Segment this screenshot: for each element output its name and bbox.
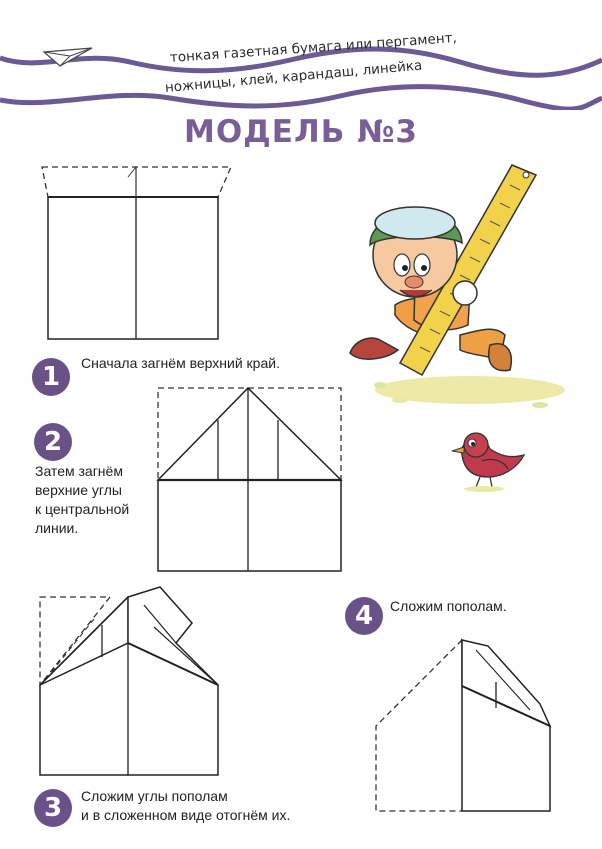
step-4-badge: 4: [345, 597, 383, 635]
bird-illustration: [448, 425, 528, 493]
step-2-text-line: линии.: [35, 520, 79, 536]
materials-line-1: тонкая газетная бумага или пергамент,: [169, 29, 458, 66]
page-title: МОДЕЛЬ №3: [183, 114, 419, 150]
step-2-badge: 2: [34, 423, 72, 461]
diagram-step-1: [36, 165, 236, 345]
step-2-text: [35, 462, 129, 538]
materials-line-2: ножницы, клей, карандаш, линейка: [164, 57, 423, 96]
step-1-text: Сначала загнём верхний край.: [81, 355, 280, 371]
step-3-badge: 3: [34, 789, 72, 827]
step-2-text-line: верхние углы: [35, 482, 122, 498]
step-3-text: [81, 787, 290, 825]
diagram-step-2: [155, 385, 345, 575]
step-3-text-line: Сложим углы пополам: [81, 788, 228, 804]
diagram-step-3: [36, 585, 226, 780]
step-4-text: Сложим пополам.: [390, 598, 507, 614]
boy-with-ruler-illustration: [340, 165, 580, 425]
step-2-text-line: к центральной: [35, 501, 130, 517]
diagram-step-4: [370, 636, 560, 816]
step-2-text-line: Затем загнём: [35, 463, 123, 479]
step-3-text-line: и в сложенном виде отогнём их.: [81, 807, 291, 823]
step-1-badge: 1: [32, 358, 70, 396]
